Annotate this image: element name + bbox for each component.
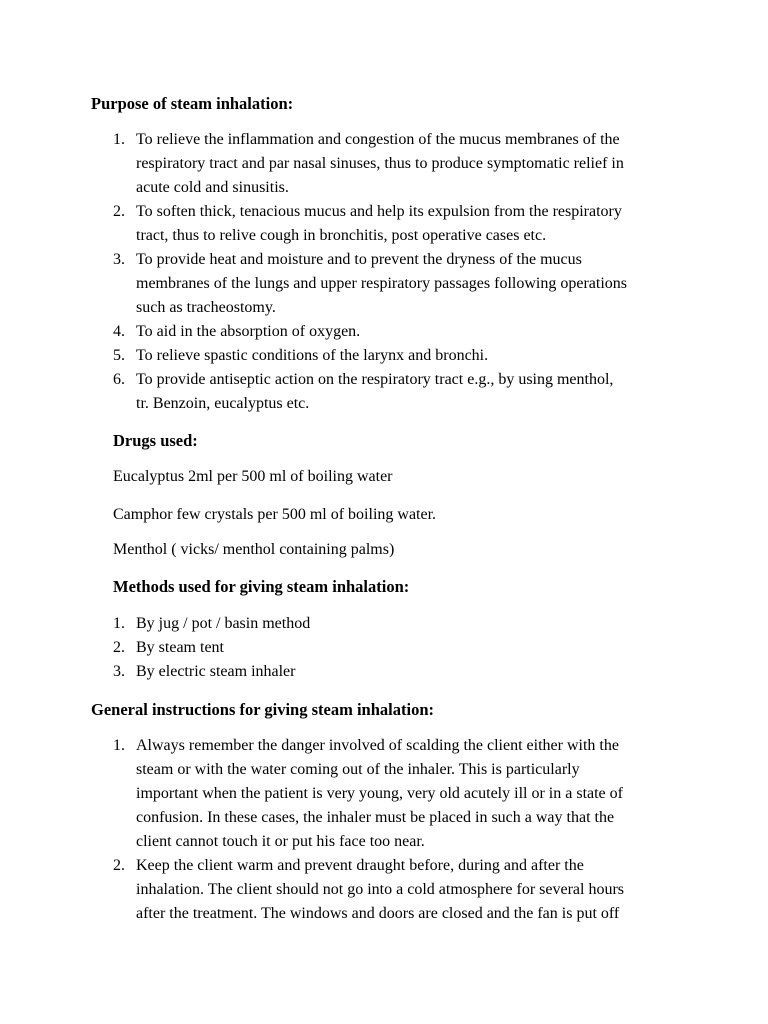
purpose-item-3: 3. To provide heat and moisture and to prevent the dryness of the mucus membranes of the lungs and upper respiratory passages following operations such as tracheostomy.: [113, 251, 627, 316]
drug-eucalyptus: Eucalyptus 2ml per 500 ml of boiling water: [113, 468, 393, 485]
purpose-item-1: 1. To relieve the inflammation and congestion of the mucus membranes of the respiratory tract and par nasal sinuses, thus to produce symptomatic relief in acute cold and sinusitis.: [113, 131, 624, 196]
method-item-3: 3. By electric steam inhaler: [113, 663, 296, 680]
purpose-item-2: 2. To soften thick, tenacious mucus and help its expulsion from the respiratory tract, thus to relive cough in bronchitis, post operative cases etc.: [113, 203, 622, 244]
purpose-item-6: 6. To provide antiseptic action on the respiratory tract e.g., by using menthol, tr. Benzoin, eucalyptus etc.: [113, 371, 614, 412]
drugs-heading: Drugs used:: [113, 431, 198, 450]
general-list: [0, 734, 768, 926]
drug-camphor: Camphor few crystals per 500 ml of boiling water.: [113, 506, 437, 523]
methods-heading: Methods used for giving steam inhalation:: [113, 577, 410, 596]
method-item-1: 1. By jug / pot / basin method: [113, 615, 311, 632]
purpose-item-4: 4. To aid in the absorption of oxygen.: [113, 323, 361, 340]
general-heading: General instructions for giving steam inhalation:: [91, 700, 434, 719]
method-item-2: 2. By steam tent: [113, 639, 224, 656]
drug-menthol: Menthol ( vicks/ menthol containing palms): [113, 541, 395, 558]
general-item-2: 2. Keep the client warm and prevent draught before, during and after the inhalation. The client should not go into a cold atmosphere for several hours after the treatment. The windows and doors are closed and the fan is put off: [113, 857, 625, 922]
general-item-1: 1. Always remember the danger involved of scalding the client either with the steam or with the water coming out of the inhaler. This is particularly important when the patient is very young, very old acutely ill or in a state of confusion. In these cases, the inhaler must be placed in such a way that the client cannot touch it or put his face too near.: [113, 737, 623, 850]
purpose-list: [0, 128, 768, 416]
purpose-item-5: 5. To relieve spastic conditions of the larynx and bronchi.: [113, 347, 489, 364]
methods-list: [0, 612, 768, 684]
purpose-heading: Purpose of steam inhalation:: [91, 94, 294, 113]
